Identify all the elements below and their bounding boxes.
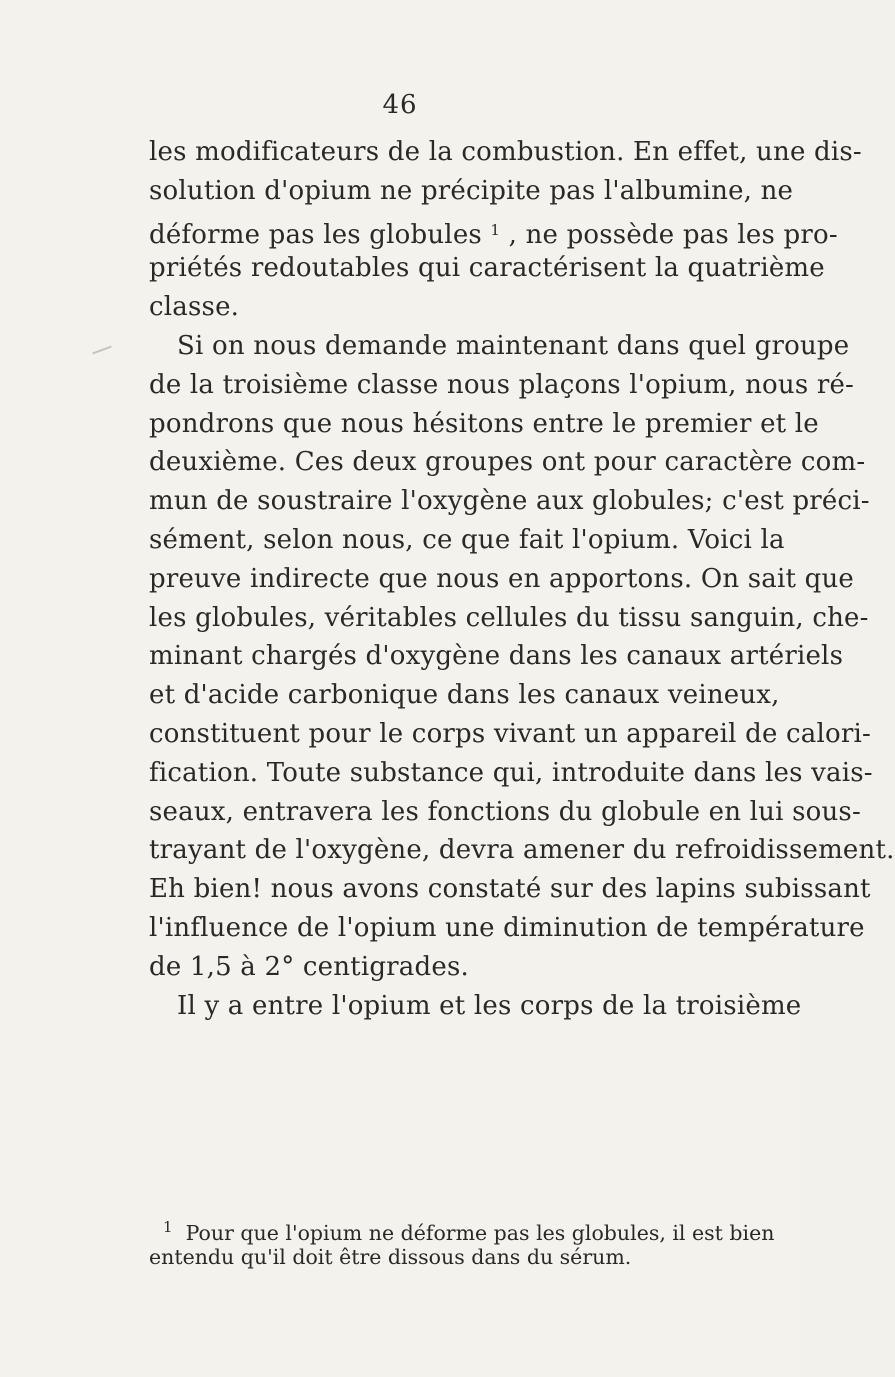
- text-line: trayant de l'oxygène, devra amener du refroidissement.: [149, 835, 895, 866]
- text-line: pondrons que nous hésitons entre le premier et le: [149, 408, 819, 439]
- footnote-reference: 1: [490, 220, 501, 239]
- text-line: deuxième. Ces deux groupes ont pour caractère com-: [149, 447, 866, 478]
- text-line: de la troisième classe nous plaçons l'opium, nous ré-: [149, 369, 855, 400]
- paragraph-start-line: Il y a entre l'opium et les corps de la troisième: [177, 990, 802, 1021]
- text-fragment: déforme pas les globules: [149, 219, 482, 250]
- text-line: seaux, entravera les fonctions du globule en lui sous-: [149, 796, 861, 827]
- text-line: de 1,5 à 2° centigrades.: [149, 951, 469, 982]
- text-line: preuve indirecte que nous en apportons. On sait que: [149, 563, 854, 594]
- text-line: constituent pour le corps vivant un appareil de calori-: [149, 718, 871, 749]
- text-line-with-note-ref: [149, 211, 838, 250]
- text-line: l'influence de l'opium une diminution de température: [149, 912, 865, 943]
- footnote-marker: 1: [163, 1218, 173, 1236]
- page-number: 46: [382, 90, 418, 120]
- footnote-line: [149, 1212, 775, 1245]
- text-line: les modificateurs de la combustion. En effet, une dis-: [149, 137, 862, 167]
- footnote: [149, 1212, 775, 1272]
- text-line: classe.: [149, 292, 240, 323]
- footnote-text: Pour que l'opium ne déforme pas les globules, il est bien: [185, 1221, 775, 1245]
- paragraph-start-line: Si on nous demande maintenant dans quel groupe: [177, 330, 850, 361]
- text-line: solution d'opium ne précipite pas l'albumine, ne: [149, 175, 794, 206]
- margin-pencil-mark: [92, 346, 111, 355]
- text-line: Eh bien! nous avons constaté sur des lapins subissant: [149, 874, 871, 905]
- body-text: [149, 133, 895, 1025]
- text-line: minant chargés d'oxygène dans les canaux artériels: [149, 641, 844, 672]
- text-line: et d'acide carbonique dans les canaux veineux,: [149, 680, 780, 711]
- text-line: priétés redoutables qui caractérisent la quatrième: [149, 253, 825, 284]
- text-line: sément, selon nous, ce que fait l'opium. Voici la: [149, 524, 785, 555]
- text-fragment: , ne possède pas les pro-: [508, 219, 838, 250]
- text-line: les globules, véritables cellules du tissu sanguin, che-: [149, 602, 869, 633]
- text-line: fication. Toute substance qui, introduite dans les vais-: [149, 757, 873, 788]
- text-line: mun de soustraire l'oxygène aux globules; c'est préci-: [149, 486, 870, 517]
- footnote-line: entendu qu'il doit être dissous dans du sérum.: [149, 1245, 632, 1269]
